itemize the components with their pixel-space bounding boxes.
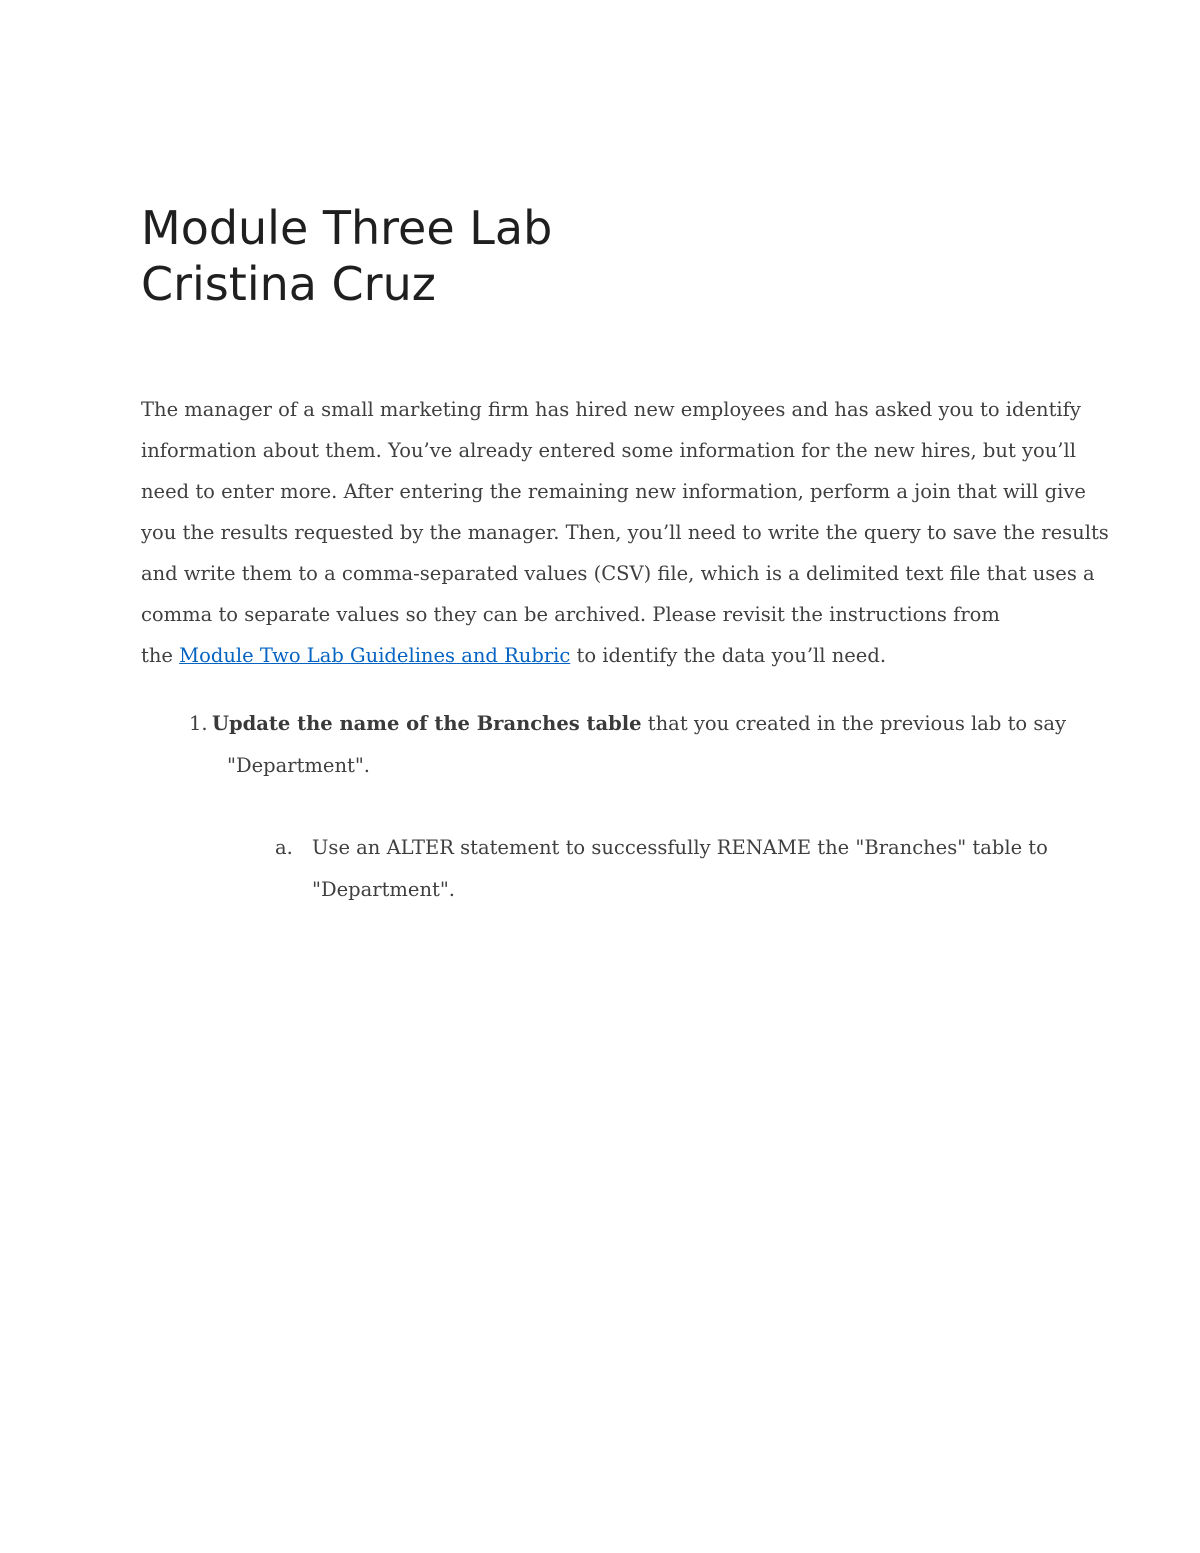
- sub-item-a-line-1: [275, 827, 1075, 869]
- list-item-1-line-1: [189, 703, 1069, 745]
- sub-item-a-letter: a.: [275, 836, 293, 859]
- intro-paragraph: [141, 389, 1109, 676]
- list-item-1-number: 1.: [189, 712, 208, 735]
- list-item-1-continuation: "Department".: [227, 754, 371, 777]
- sub-list-item-a: [275, 827, 1075, 911]
- intro-line-6: comma to separate values so they can be archived. Please revisit the instructions from: [141, 603, 1000, 626]
- intro-line-3: need to enter more. After entering the remaining new information, perform a join that will give: [141, 480, 1086, 503]
- intro-line-5: and write them to a comma-separated values (CSV) file, which is a delimited text file that uses a: [141, 562, 1095, 585]
- intro-line-2: information about them. You’ve already entered some information for the new hires, but you’ll: [141, 439, 1076, 462]
- sub-item-a-text: Use an ALTER statement to successfully RENAME the "Branches" table to: [312, 836, 1048, 859]
- intro-line-1: The manager of a small marketing firm has hired new employees and has asked you to identify: [141, 398, 1081, 421]
- intro-line-7-prefix: the: [141, 644, 180, 667]
- list-item-1-bold-text: Update the name of the Branches table: [212, 712, 642, 735]
- intro-line-4: you the results requested by the manager. Then, you’ll need to write the query to save the results: [141, 521, 1109, 544]
- document-author: Cristina Cruz: [141, 257, 436, 311]
- list-item-1-text: that you created in the previous lab to say: [641, 712, 1067, 735]
- intro-line-7: [141, 635, 1071, 676]
- list-item-1: [189, 703, 1069, 787]
- sub-item-a-line-2: "Department".: [312, 878, 456, 901]
- module-two-guidelines-link[interactable]: Module Two Lab Guidelines and Rubric: [179, 644, 571, 667]
- intro-line-7-suffix: to identify the data you’ll need.: [570, 644, 887, 667]
- document-title: Module Three Lab: [141, 201, 553, 255]
- document-title-block: [141, 200, 552, 312]
